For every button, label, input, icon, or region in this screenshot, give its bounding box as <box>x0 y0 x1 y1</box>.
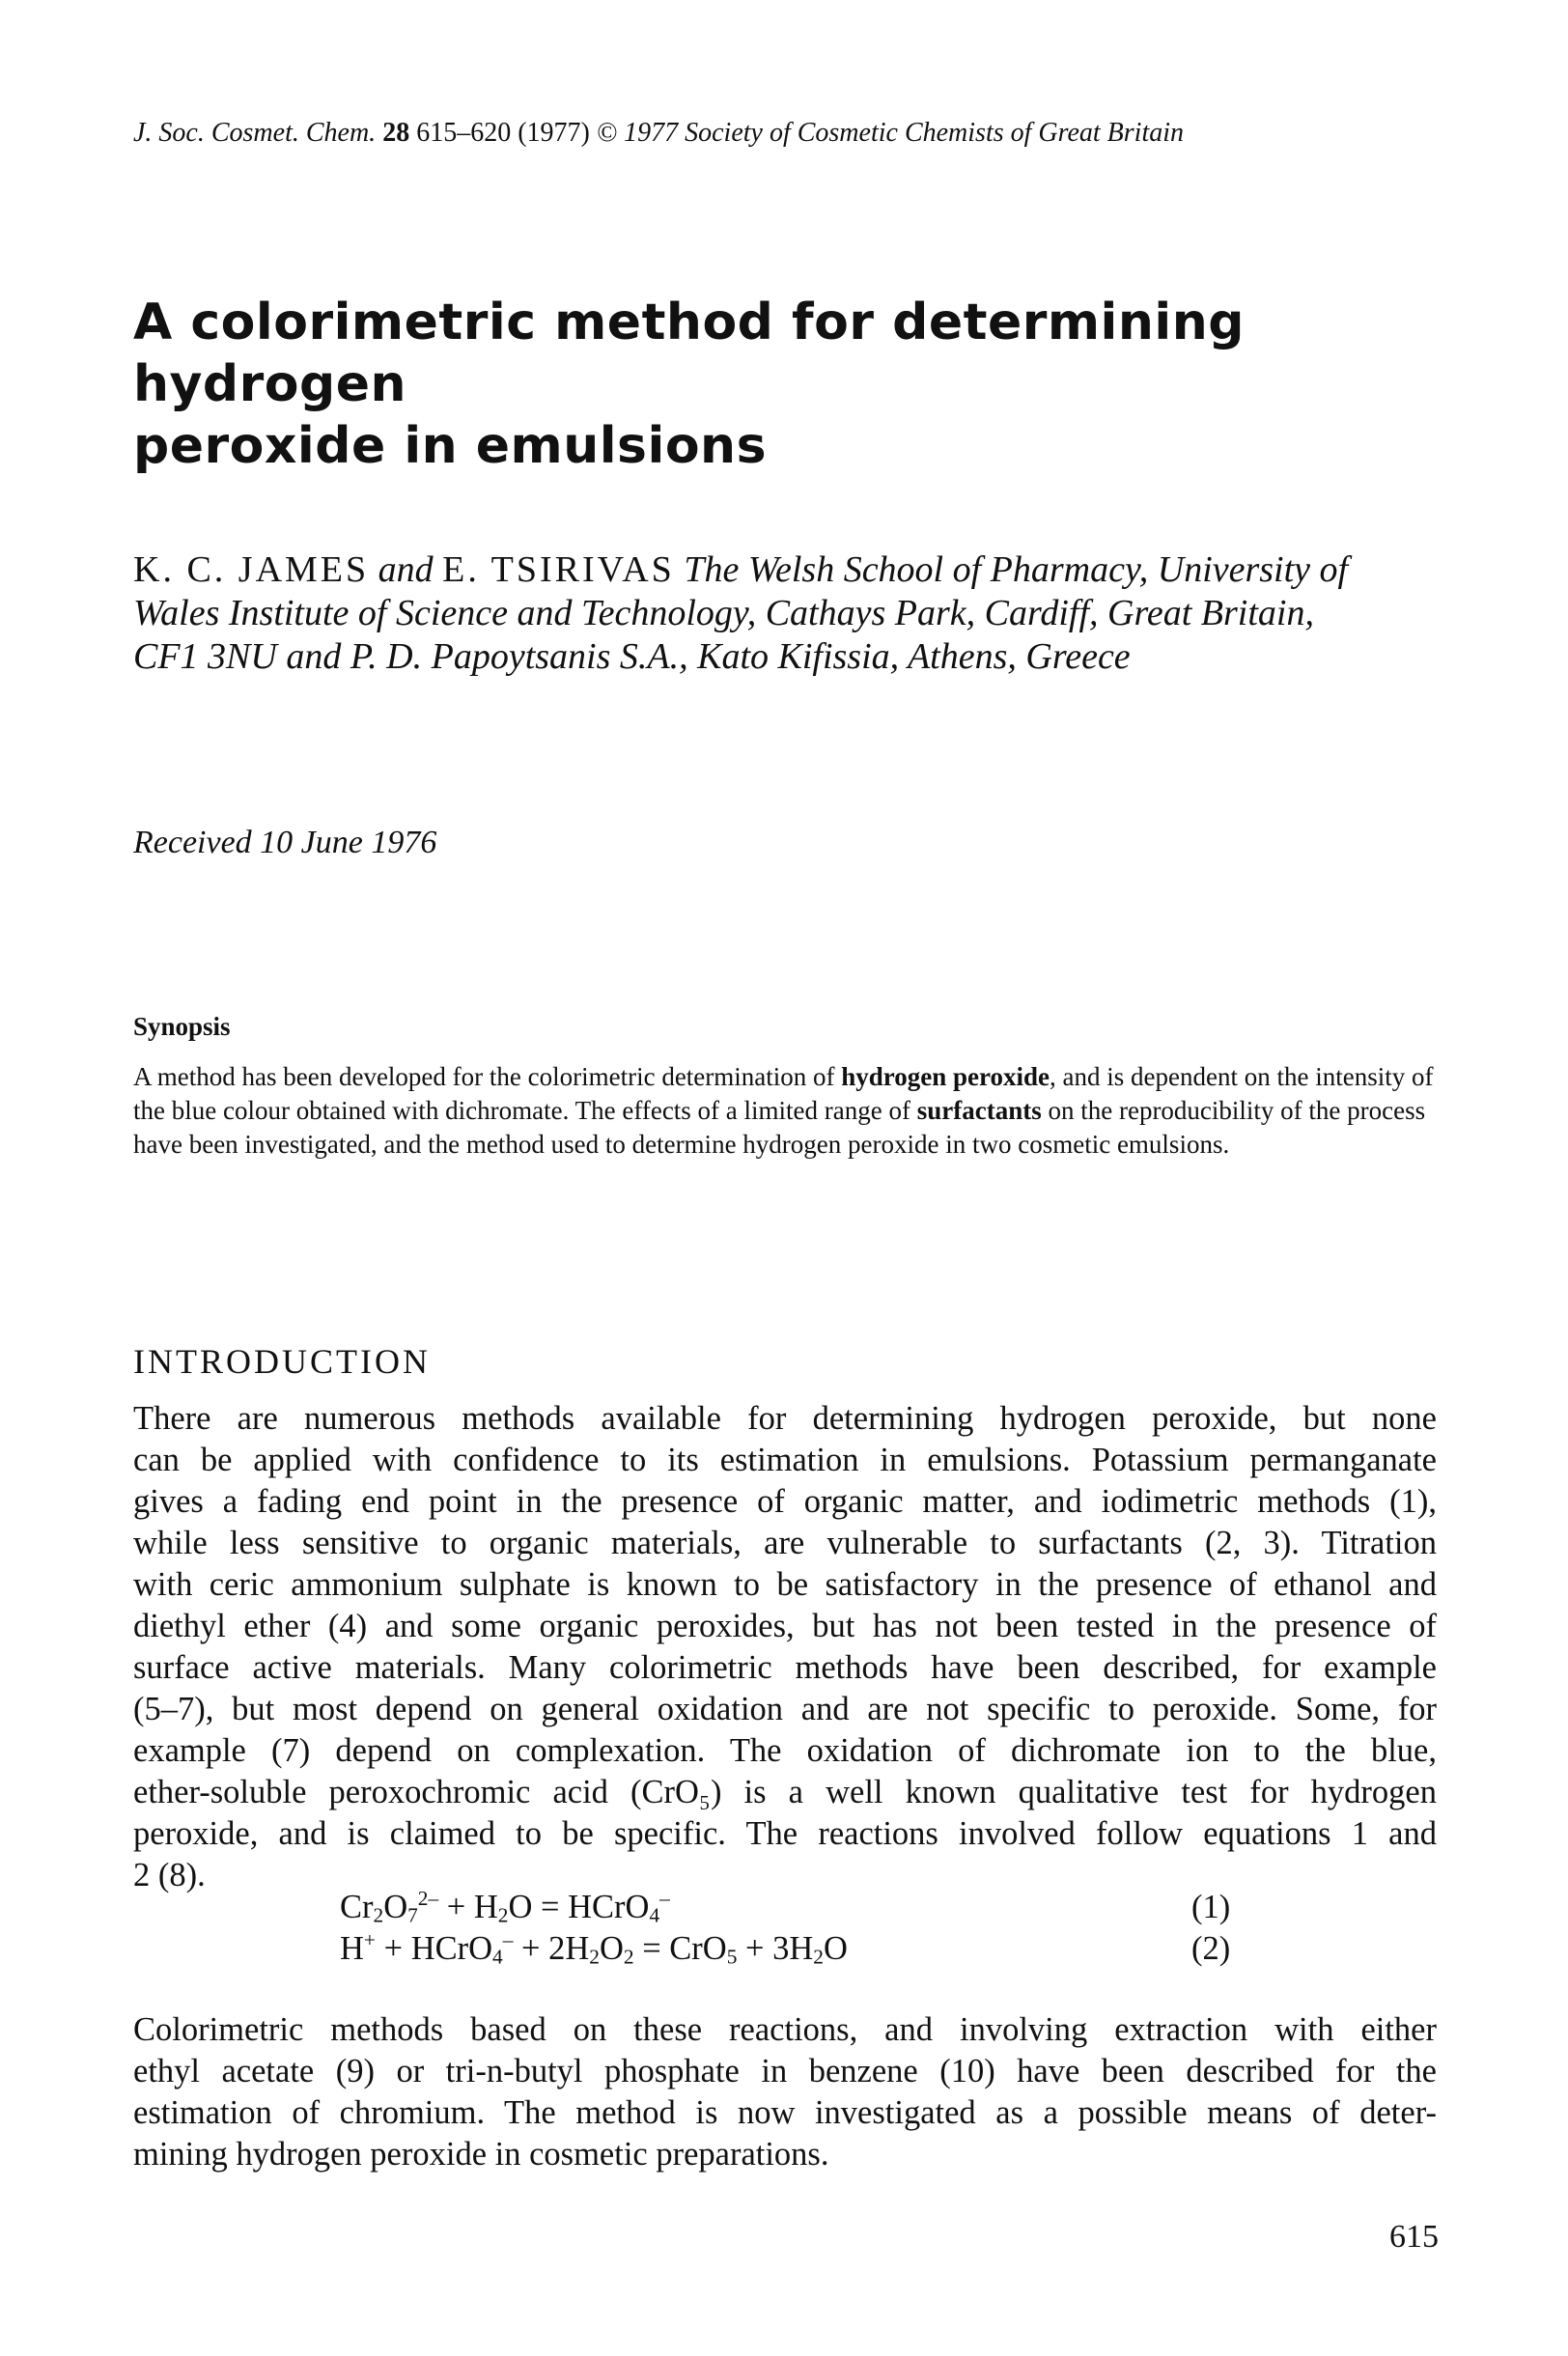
journal-name: J. Soc. Cosmet. Chem. <box>133 118 377 148</box>
page-range: 615–620 <box>416 118 512 148</box>
header-citation <box>133 116 1446 151</box>
affiliation-1b: Wales Institute of Science and Technology, Cathays Park, Cardiff, Great Britain, <box>133 593 1314 633</box>
introduction-paragraph-2 <box>133 2009 1437 2175</box>
equation-2-body: H+ + HCrO$_4$– + $2H_2O_2 = CrO_5 + 3H_2O$ <box>340 1928 848 1969</box>
text-line: mining hydrogen peroxide in cosmetic preparations. <box>133 2136 829 2173</box>
text-line: example (7) depend on complexation. The oxidation of dichromate ion to the blue, <box>133 1732 1437 1769</box>
author-conjunction-1: and <box>378 549 434 590</box>
synopsis-heading: Synopsis <box>133 1012 231 1041</box>
text-line: There are numerous methods available for determining hydrogen peroxide, but none <box>133 1400 1437 1437</box>
affiliation-2: P. D. Papoytsanis S.A., Kato Kifissia, Athens, Greece <box>350 636 1131 677</box>
text-line: (5–7), but most depend on general oxidation and are not specific to peroxide. Some, for <box>133 1691 1437 1727</box>
equation-1-number: (1) <box>1191 1889 1231 1925</box>
text-line: surface active materials. Many colorimetric methods have been described, for example <box>133 1649 1437 1686</box>
equation-1-body: $Cr_2O_7^{2-} + H_2O$ = HCrO$_4$– <box>340 1887 670 1927</box>
affiliation-1a: The Welsh School of Pharmacy, University of <box>684 549 1349 590</box>
synopsis-keyword: hydrogen peroxide <box>841 1062 1050 1091</box>
text-line: with ceric ammonium sulphate is known to be satisfactory in the presence of ethanol and <box>133 1566 1437 1603</box>
volume-number: 28 <box>382 118 410 148</box>
text-line: gives a fading end point in the presence of organic matter, and iodimetric methods (1), <box>133 1483 1437 1520</box>
text-line: ethyl acetate (9) or tri-n-butyl phosphate in benzene (10) have been described for the <box>133 2053 1437 2090</box>
author-block <box>133 548 1446 679</box>
author-2: E. TSIRIVAS <box>442 549 675 590</box>
equation-2-number: (2) <box>1191 1930 1231 1967</box>
copyright-notice: © 1977 Society of Cosmetic Chemists of Great Britain <box>596 118 1185 148</box>
introduction-paragraph-1 <box>133 1398 1437 1896</box>
affiliation-1c: CF1 3NU <box>133 636 277 677</box>
text-line: Colorimetric methods based on these reactions, and involving extraction with either <box>133 2011 1437 2048</box>
synopsis-segment: , and is dependent on the intensity of the blue colour obtained with dichromate. The effects of a limited range of <box>133 1062 1434 1125</box>
title-line-1: A colorimetric method for determining hydrogen <box>133 294 1245 413</box>
author-1: K. C. JAMES <box>133 549 370 590</box>
synopsis-text <box>133 1060 1439 1162</box>
synopsis-keyword: surfactants <box>916 1096 1042 1125</box>
text-line: 2 (8). <box>133 1857 206 1893</box>
article-title <box>133 292 1446 477</box>
equation-2 <box>340 1928 1305 1970</box>
text-line: ether-soluble peroxochromic acid (CrO₅) is a well known qualitative test for hydrogen <box>133 1774 1437 1810</box>
text-line: diethyl ether (4) and some organic peroxides, but has not been tested in the presence of <box>133 1608 1437 1644</box>
text-line: peroxide, and is claimed to be specific. The reactions involved follow equations 1 and <box>133 1815 1437 1852</box>
author-conjunction-2: and <box>286 636 342 677</box>
title-line-2: peroxide in emulsions <box>133 417 768 475</box>
text-line: while less sensitive to organic materials, are vulnerable to surfactants (2, 3). Titration <box>133 1525 1437 1561</box>
section-heading-introduction: INTRODUCTION <box>133 1342 431 1381</box>
equation-1 <box>340 1887 1305 1928</box>
year: (1977) <box>518 118 590 148</box>
page-number: 615 <box>1389 2219 1439 2255</box>
received-date: Received 10 June 1976 <box>133 825 437 860</box>
text-line: can be applied with confidence to its estimation in emulsions. Potassium permanganate <box>133 1442 1437 1478</box>
synopsis-segment: A method has been developed for the colorimetric determination of <box>133 1062 842 1091</box>
synopsis-segment: on the reproducibility of the process have been investigated, and the method used to determine hydrogen peroxide in two cosmetic emulsions. <box>133 1096 1426 1159</box>
text-line: estimation of chromium. The method is now investigated as a possible means of deter- <box>133 2094 1437 2131</box>
